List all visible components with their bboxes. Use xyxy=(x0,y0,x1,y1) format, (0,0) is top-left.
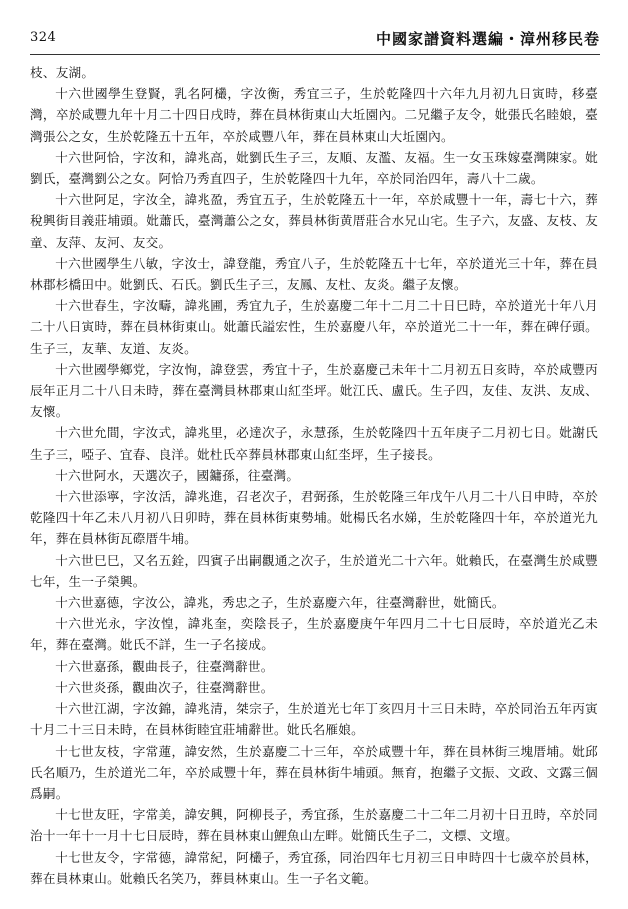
genealogy-entry: 十六世國學鄉党，字汝恂，諱登雲，秀宜十子，生於嘉慶己未年十二月初五日亥時，卒於咸豐丙辰年正月二十八日未時，葬在臺灣員林郡東山紅坔坪。妣江氏、盧氏。生子四，友佳、友洪、友成、友懷。 xyxy=(30,361,598,420)
running-title: 中國家譜資料選編・漳州移民卷 xyxy=(375,30,600,48)
genealogy-entry: 十七世友枝，字常蓮，諱安然，生於嘉慶二十三年，卒於咸豐十年，葬在員林街三塊厝埔。妣邱氏名順乃，生於道光二年，卒於咸豐十年，葬在員林街牛埔頭。無育，抱繼子文振、文政、文露三個爲嗣。 xyxy=(30,743,598,801)
genealogy-entry: 十七世友旺，字常美，諱安興，阿柳長子，秀宜孫，生於嘉慶二十二年二月初十日丑時，卒於同治十一年十一月十七日辰時，葬在員林東山鯉魚山左畔。妣簡氏生子二，文標、文壇。 xyxy=(30,807,598,844)
genealogy-text xyxy=(30,62,598,889)
page-number: 324 xyxy=(30,30,57,45)
genealogy-entry: 十六世允間，字汝式，諱兆里，必達次子，永慧孫，生於乾隆四十五年庚子二月初七日。妣謝氏生子三，啞子、宜春、良洋。妣杜氏卒葬員林郡東山紅坔坪，生子接長。 xyxy=(30,425,598,462)
genealogy-entry: 十六世國學生登賢，乳名阿欉，字汝衡，秀宜三子，生於乾隆四十六年九月初九日寅時，移臺灣，卒於咸豐九年十月二十四日戌時，葬在員林街東山大坵園內。二兄繼子友令，妣張氏名睦娘，臺灣張公之女，生於乾隆五十五年，卒於咸豐八年，葬在員林東山大坵園內。 xyxy=(30,86,598,144)
paragraph-continued: 枝、友湖。 xyxy=(30,65,95,80)
genealogy-entry: 十六世阿足，字汝全，諱兆盈，秀宜五子，生於乾隆五十一年，卒於咸豐十一年，壽七十六，葬稅興街目義莊埔頭。妣蕭氏，臺灣蕭公之女，葬員林街黄厝莊合水兄山宅。生子六，友盛、友枝、友童、友萍、友河、友交。 xyxy=(30,192,598,250)
genealogy-entry: 十六世阿恰，字汝和，諱兆高，妣劉氏生子三，友順、友濫、友福。生一女玉珠嫁臺灣陳家。妣劉氏，臺灣劉公之女。阿恰乃秀直四子，生於乾隆四十九年，卒於同治四年，壽八十二歲。 xyxy=(30,149,598,187)
genealogy-entry: 十六世添寧，字汝活，諱兆進，召老次子，君弼孫，生於乾隆三年戊午八月二十八日申時，卒於乾隆四十年乙未八月初八日卯時，葬在員林街東勢埔。妣楊氏名水娣，生於乾隆四十年，卒於道光九年，葬在員林街瓦磜厝牛埔。 xyxy=(30,489,598,547)
genealogy-entry: 十六世炎孫，觀曲次子，往臺灣辭世。 xyxy=(55,679,274,695)
genealogy-entry: 十六世巳巳，又名五銓，四賓子出嗣觀通之次子，生於道光二十六年。妣賴氏，在臺灣生於咸豐七年，生一子榮興。 xyxy=(30,552,598,589)
genealogy-entry: 十六世春生，字汝疇，諱兆圃，秀宜九子，生於嘉慶二年十二月二十日巳時，卒於道光十年八月二十八日寅時，葬在員林街東山。妣蕭氏謚宏性，生於嘉慶八年，卒於道光二十一年，葬在碑仔頭。生子三，友華、友道、友炎。 xyxy=(30,298,598,356)
genealogy-entry: 十六世嘉孫，觀曲長子，往臺灣辭世。 xyxy=(55,658,274,674)
genealogy-entry: 十六世國學生八敏，字汝士，諱登龍，秀宜八子，生於乾隆五十七年，卒於道光三十年，葬在員林郡杉橋田中。妣劉氏、石氏。劉氏生子三，友鳳、友杜、友炎。繼子友懷。 xyxy=(30,255,598,293)
header-rule xyxy=(30,54,600,55)
genealogy-entry: 十六世阿水，天選次子，國鏞孫，往臺灣。 xyxy=(55,467,300,483)
genealogy-entry: 十六世江湖，字汝錦，諱兆清，桀宗子，生於道光七年丁亥四月十三日未時，卒於同治五年丙寅十月二十三日未時，在員林街睦宜莊埔辭世。妣氏名雁娘。 xyxy=(30,701,598,738)
genealogy-entry: 十六世光永，字汝惶，諱兆奎，奕陰長子，生於嘉慶庚午年四月二十七日辰時，卒於道光乙未年，葬在臺灣。妣氏不詳，生一子名接成。 xyxy=(30,616,598,653)
genealogy-entry: 十七世友令，字常德，諱常紀，阿欉子，秀宜孫，同治四年七月初三日申時四十七歲卒於員林，葬在員林東山。妣賴氏名笑乃，葬員林東山。生一子名文範。 xyxy=(30,849,598,886)
page-header xyxy=(30,28,600,52)
genealogy-entry: 十六世嘉德，字汝公，諱兆，秀忠之子，生於嘉慶六年，往臺灣辭世，妣簡氏。 xyxy=(55,595,505,611)
